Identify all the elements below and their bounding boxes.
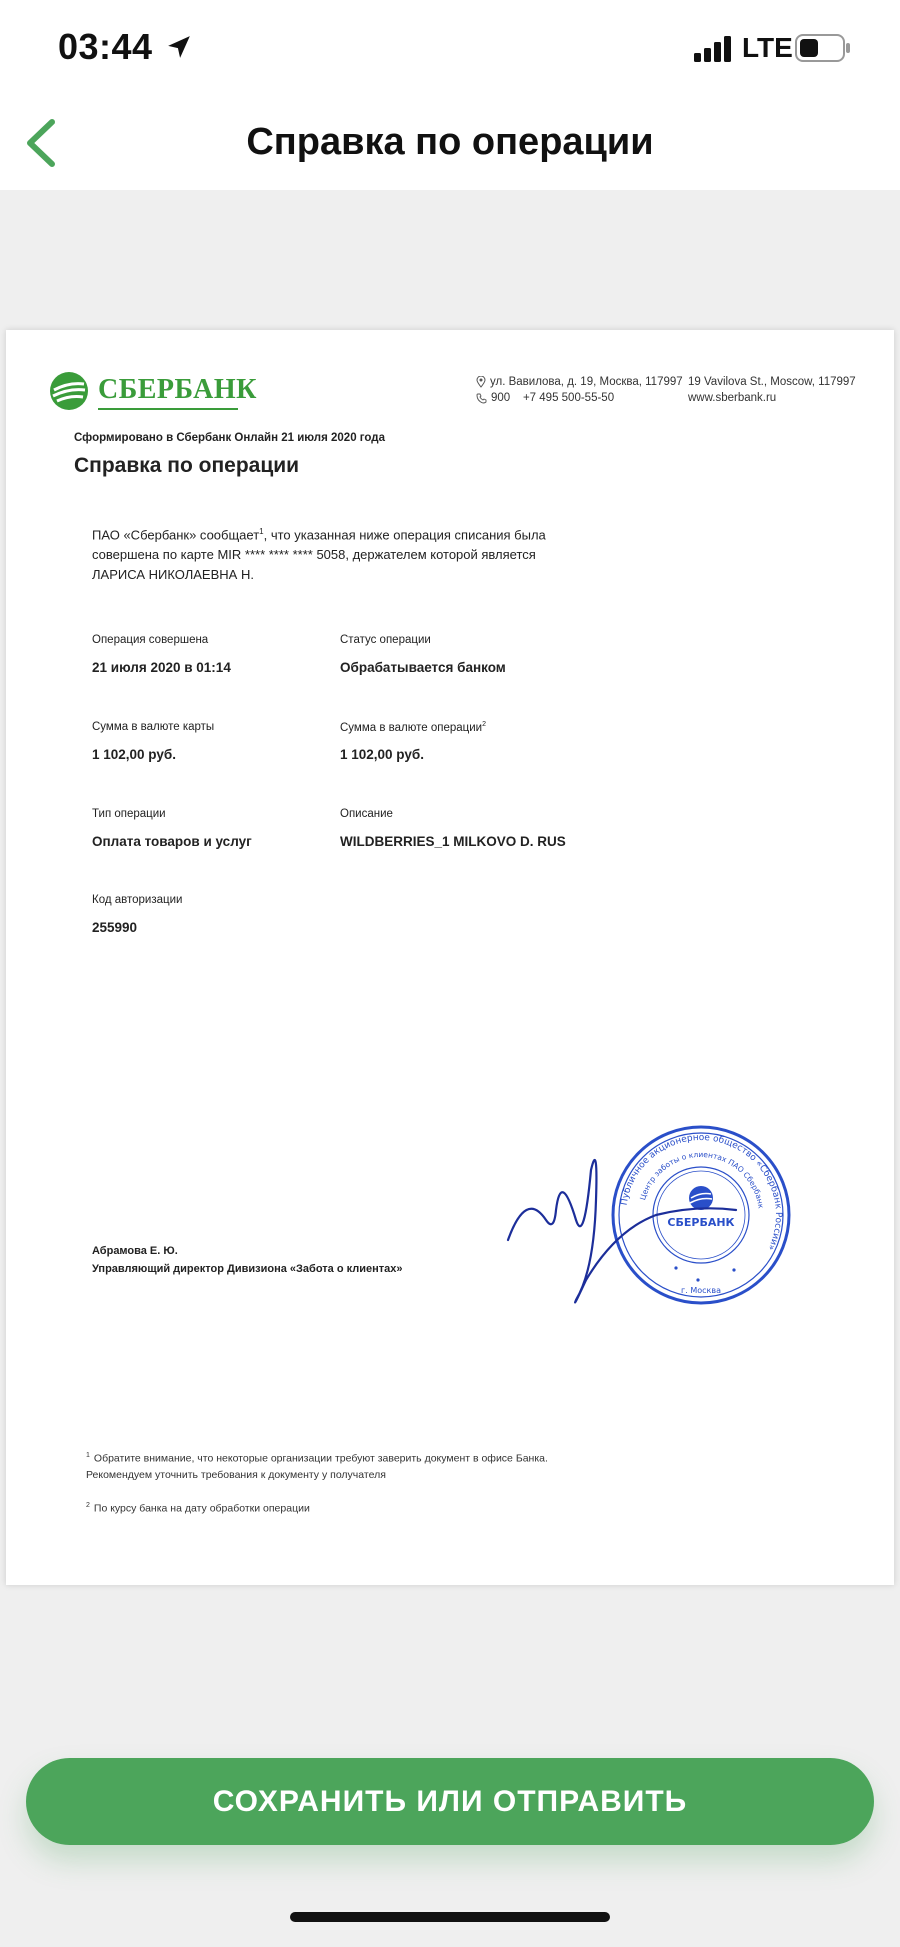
battery-icon xyxy=(795,34,851,62)
intro-footnote-mark: 1 xyxy=(259,527,264,536)
bank-address-ru xyxy=(476,374,683,406)
operation-amount-footnote-mark: 2 xyxy=(482,721,486,728)
document-title: Справка по операции xyxy=(74,454,300,477)
home-indicator xyxy=(290,1912,610,1922)
card-amount-label: Сумма в валюте карты xyxy=(92,721,215,733)
bank-website: www.sberbank.ru xyxy=(688,392,777,404)
operation-amount-label xyxy=(340,721,486,734)
status-label: Статус операции xyxy=(340,634,431,646)
svg-text:г. Москва: г. Москва xyxy=(681,1286,721,1295)
signer-name: Абрамова Е. Ю. xyxy=(92,1245,178,1257)
sberbank-logo-icon xyxy=(48,370,90,412)
footnote-1-mark: 1 xyxy=(86,1452,90,1459)
footnote-2 xyxy=(86,1498,310,1517)
formed-note: Сформировано в Сбербанк Онлайн 21 июля 2020 года xyxy=(74,432,385,444)
operation-date-value: 21 июля 2020 в 01:14 xyxy=(92,660,231,675)
svg-text:Центр заботы о клиентах ПАО Сб: Центр заботы о клиентах ПАО Сбербанк xyxy=(638,1149,766,1209)
bank-address-en-block xyxy=(688,374,856,406)
phone-icon xyxy=(476,393,487,404)
navigation-bar xyxy=(0,95,900,190)
svg-text:СБЕРБАНК: СБЕРБАНК xyxy=(667,1216,735,1229)
intro-text xyxy=(92,522,562,585)
signer-title: Управляющий директор Дивизиона «Забота о клиентах» xyxy=(92,1263,403,1275)
footnote-2-mark: 2 xyxy=(86,1502,90,1509)
card-amount-value: 1 102,00 руб. xyxy=(92,747,176,762)
bank-phone: 900 +7 495 500-55-50 xyxy=(491,392,615,404)
address-ru: ул. Вавилова, д. 19, Москва, 117997 xyxy=(490,376,683,388)
intro-part2: , что указанная ниже операция списания была совершена по карте MIR **** **** **** 5058, держателем которой является ЛАРИСА НИКОЛАЕВНА Н. xyxy=(92,527,546,583)
signal-icon xyxy=(694,36,734,62)
auth-code-value: 255990 xyxy=(92,920,138,935)
intro-part1: ПАО «Сбербанк» сообщает xyxy=(92,527,260,543)
status-value: Обрабатывается банком xyxy=(340,660,506,675)
location-pin-icon xyxy=(476,376,486,388)
location-arrow-icon xyxy=(166,34,192,60)
footnote-2-text: По курсу банка на дату обработки операции xyxy=(93,1502,310,1515)
logo-underline xyxy=(98,408,238,410)
description-value: WILDBERRIES_1 MILKOVO D. RUS xyxy=(340,834,566,849)
svg-text:Публичное акционерное общество: Публичное акционерное общество «Сбербанк России» xyxy=(619,1132,784,1252)
operation-date-label: Операция совершена xyxy=(92,634,209,646)
save-or-send-button[interactable]: СОХРАНИТЬ ИЛИ ОТПРАВИТЬ xyxy=(26,1758,874,1845)
status-time: 03:44 xyxy=(58,26,153,67)
auth-code-label: Код авторизации xyxy=(92,894,183,906)
network-type: LTE xyxy=(742,32,793,63)
bank-name: СБЕРБАНК xyxy=(98,374,257,405)
operation-type-label: Тип операции xyxy=(92,808,166,820)
signature-and-stamp xyxy=(506,1120,826,1310)
footnote-1 xyxy=(86,1448,606,1483)
signer-block xyxy=(92,1242,403,1278)
signature xyxy=(508,1160,736,1303)
description-label: Описание xyxy=(340,808,393,820)
operation-type-value: Оплата товаров и услуг xyxy=(92,834,252,849)
page-title: Справка по операции xyxy=(246,121,654,163)
operation-amount-label-text: Сумма в валюте операции xyxy=(340,721,483,734)
address-en: 19 Vavilova St., Moscow, 117997 xyxy=(688,376,856,388)
sberbank-logo xyxy=(48,370,257,412)
footnote-1-text: Обратите внимание, что некоторые организации требуют заверить документ в офисе Банка. Рекомендуем уточнить требования к документу у получателя xyxy=(86,1452,548,1481)
operation-receipt-document xyxy=(6,330,894,1585)
status-bar xyxy=(0,0,900,95)
operation-amount-value: 1 102,00 руб. xyxy=(340,747,424,762)
